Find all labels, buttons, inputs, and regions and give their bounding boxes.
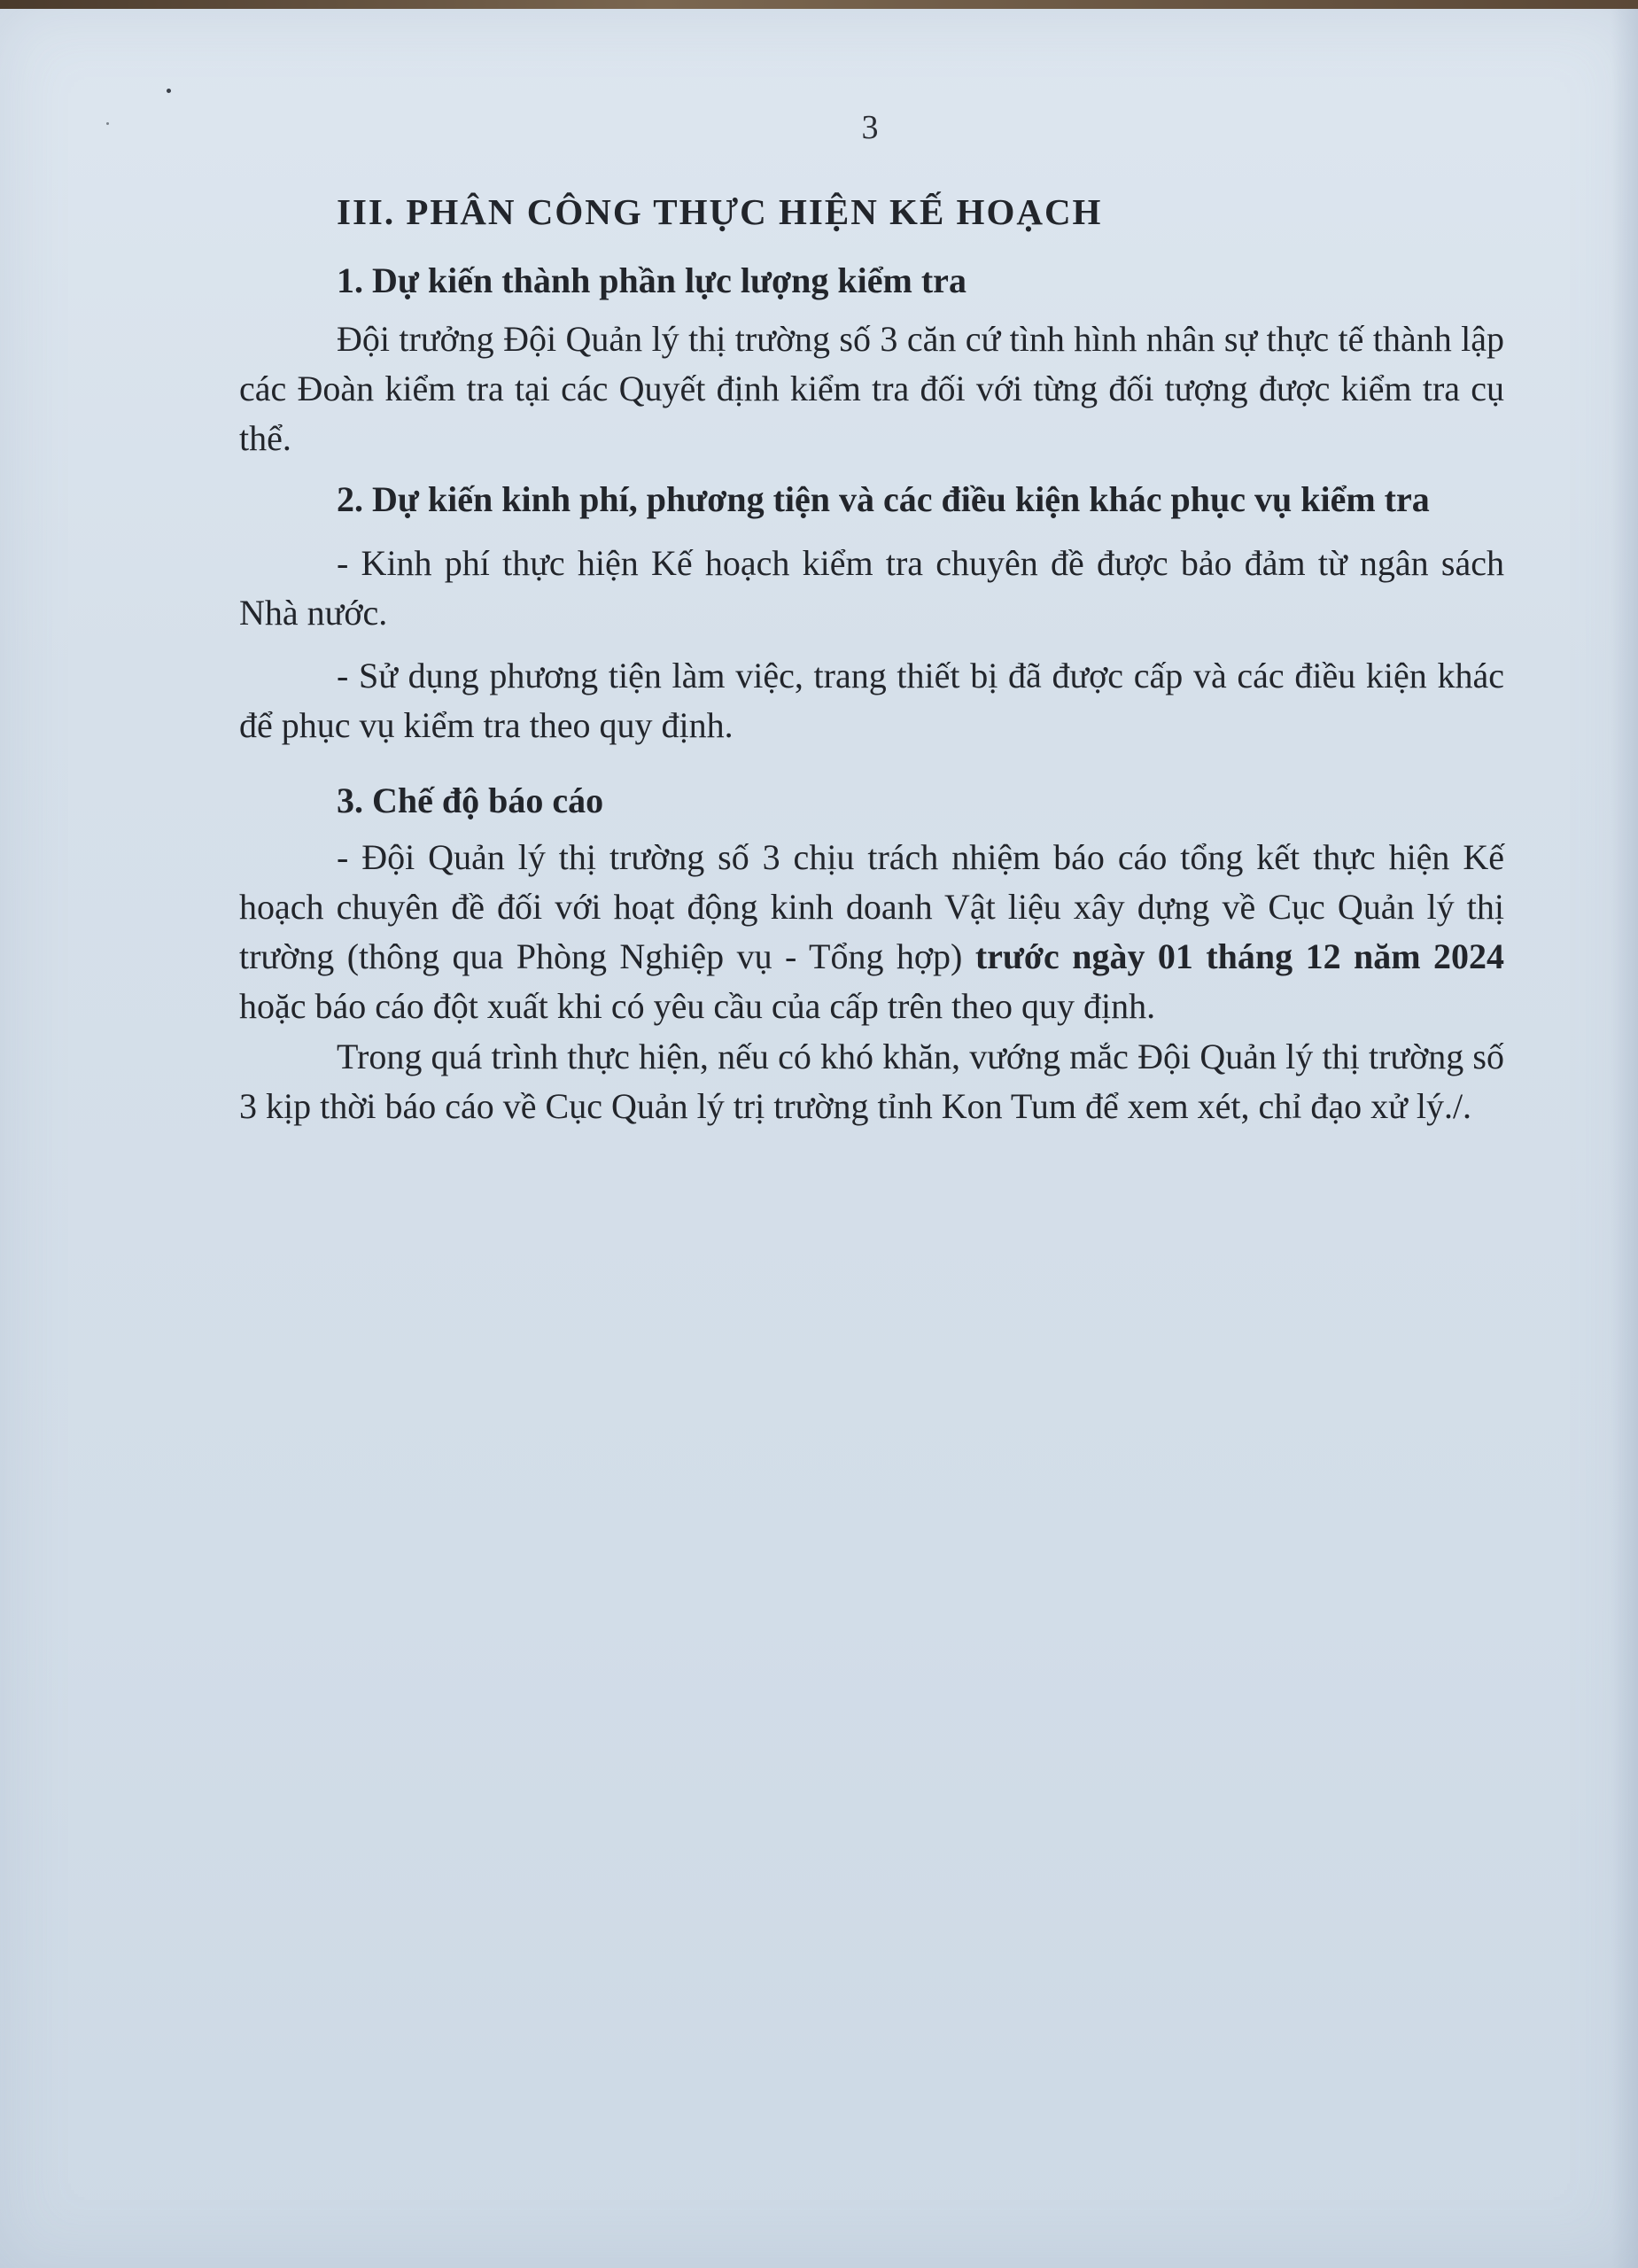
page-shadow-edge (1611, 9, 1638, 2268)
subsection-heading-3: 3. Chế độ báo cáo (337, 781, 604, 820)
subsection-3-body (239, 833, 1504, 1031)
subsection-heading-1: 1. Dự kiến thành phần lực lượng kiểm tra (337, 260, 966, 300)
paragraph: - Sử dụng phương tiện làm việc, trang thiết bị đã được cấp và các điều kiện khác để phục vụ kiểm tra theo quy định. (239, 656, 1504, 745)
report-text-end: hoặc báo cáo đột xuất khi có yêu cầu của cấp trên theo quy định. (239, 986, 1156, 1026)
document-page (0, 9, 1638, 2268)
report-paragraph (239, 833, 1504, 1031)
subsection-2-body (239, 539, 1504, 638)
paper-speck (167, 89, 171, 93)
paragraph: Đội trưởng Đội Quản lý thị trường số 3 căn cứ tình hình nhân sự thực tế thành lập các Đoàn kiểm tra tại các Quyết định kiểm tra đối với từng đối tượng được kiểm tra cụ thể. (239, 319, 1504, 458)
subsection-2-body-2 (239, 651, 1504, 750)
closing-paragraph: Trong quá trình thực hiện, nếu có khó khăn, vướng mắc Đội Quản lý thị trường số 3 kịp thời báo cáo về Cục Quản lý trị trường tỉnh Kon Tum để xem xét, chỉ đạo xử lý./. (239, 1037, 1504, 1126)
paper-speck (106, 122, 109, 125)
subsection-1-body (239, 315, 1504, 463)
report-text: - Đội Quản lý thị trường số 3 chịu trách nhiệm báo cáo tổng kết thực hiện Kế hoạch chuyên đề đối với hoạt động kinh doanh Vật liệu xây dựng về Cục Quản lý thị trường (thông qua Phòng Nghiệp vụ - Tổng hợp) (239, 837, 1504, 976)
report-deadline: trước ngày 01 tháng 12 năm 2024 (974, 936, 1504, 976)
closing-body (239, 1032, 1504, 1131)
paragraph: - Kinh phí thực hiện Kế hoạch kiểm tra chuyên đề được bảo đảm từ ngân sách Nhà nước. (239, 543, 1504, 633)
page-number: 3 (861, 109, 879, 146)
section-heading: III. PHÂN CÔNG THỰC HIỆN KẾ HOẠCH (337, 191, 1103, 232)
subsection-heading-2: 2. Dự kiến kinh phí, phương tiện và các điều kiện khác phục vụ kiểm tra (337, 479, 1430, 519)
